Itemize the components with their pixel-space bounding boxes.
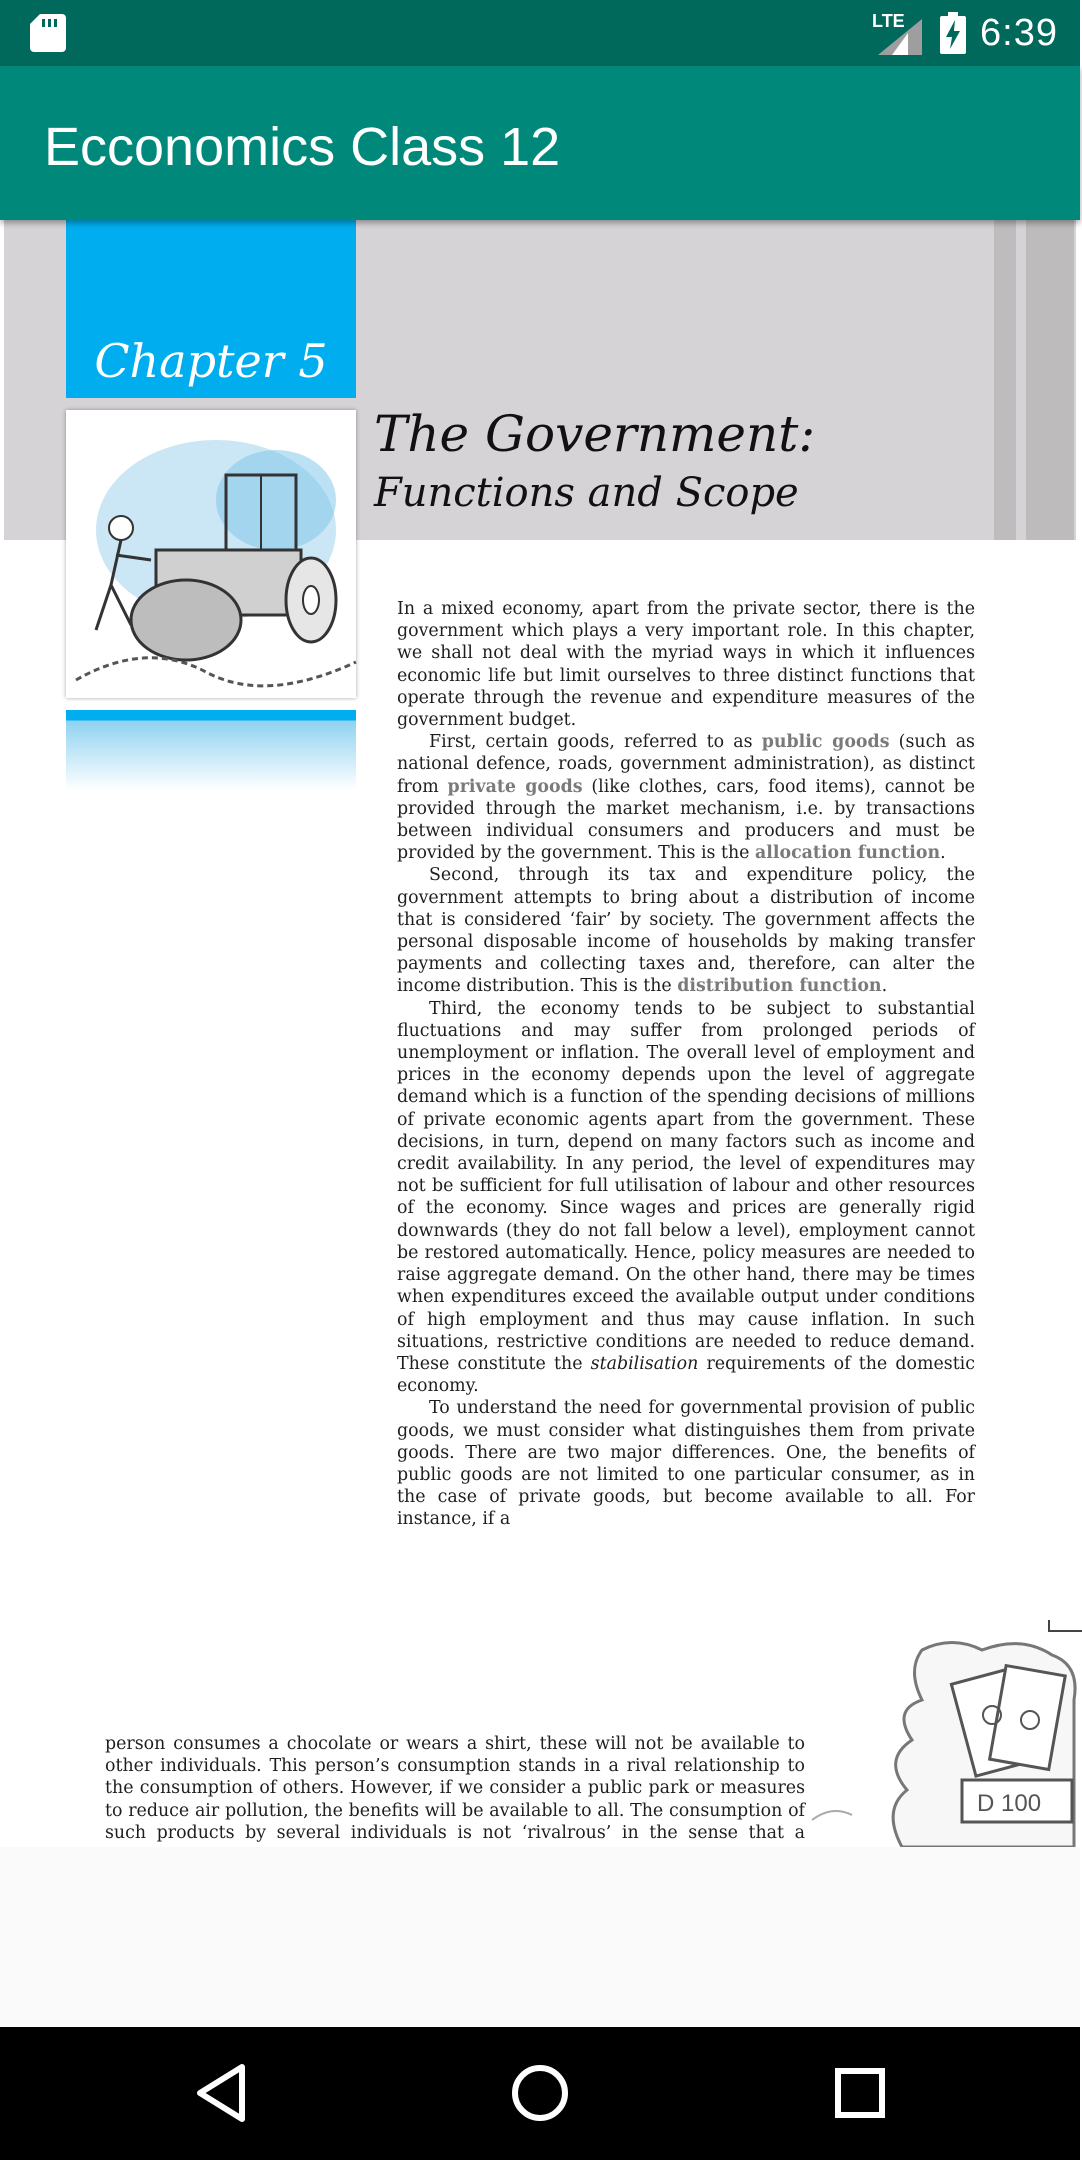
blank-area: [0, 1847, 1080, 2027]
navigation-bar: [0, 2027, 1080, 2160]
paragraph: Second, through its tax and expenditure policy, the government attempts to bring about a distribution of income that is considered ‘fair’ by society. The government affects the personal disposable income of households by making transfer payments and collecting taxes and, therefore, can alter the income distribution. This is the distribution function.: [397, 865, 975, 997]
clock: 6:39: [980, 11, 1058, 54]
chapter-label-box: [66, 220, 356, 398]
recents-icon[interactable]: [824, 2057, 896, 2129]
chapter-title: The Government:: [374, 405, 816, 463]
paragraph: In a mixed economy, apart from the private sector, there is the government which plays a very important role. In this chapter, we shall not deal with the myriad ways in which it influences economic life but limit ourselves to three distinct functions that operate through the revenue and expenditure measures of the government budget.: [397, 599, 975, 731]
home-icon[interactable]: [504, 2057, 576, 2129]
road-roller-illustration: [66, 410, 356, 698]
signal-icon: [870, 11, 926, 55]
keyword-allocation-function: allocation function: [754, 843, 941, 864]
keyword-public-goods: public goods: [761, 732, 890, 753]
paragraph: To understand the need for governmental provision of public goods, we must consider what distinguishes them from private goods. There are two major differences. One, the benefits of public goods are not limited to one particular consumer, as in the case of private goods, but become available to all. For instance, if a: [397, 1398, 975, 1530]
cartoon-note-label: D 100: [977, 1790, 1042, 1817]
chapter-body-text: [397, 598, 975, 1531]
app-title: Ecconomics Class 12: [44, 117, 561, 177]
chapter-label: Chapter 5: [94, 334, 328, 388]
decorative-band: [66, 710, 356, 790]
paragraph: Third, the economy tends to be subject to substantial fluctuations and may suffer from prolonged periods of unemployment or inflation. The overall level of employment and prices in the economy depends upon the level of aggregate demand which is a function of the spending decisions of millions of private economic agents apart from the government. These decisions, in turn, depend on many factors such as income and credit availability. In any period, the level of expenditures may not be sufficient for full utilisation of labour and other resources of the economy. Since wages and prices are generally rigid downwards (they do not fall below a level), employment cannot be restored automatically. Hence, policy measures are needed to raise aggregate demand. On the other hand, there may be times when expenditures exceed the available output under conditions of high employment and thus may cause inflation. In such situations, restrictive conditions are needed to reduce demand. These constitute the stabilisation requirements of the domestic economy.: [397, 998, 975, 1397]
header-stripe: [1026, 220, 1074, 540]
battery-charging-icon: [940, 12, 966, 54]
emphasis-stabilisation: stabilisation: [590, 1353, 699, 1374]
chapter-subtitle: Functions and Scope: [374, 470, 799, 516]
app-bar: [0, 66, 1080, 220]
keyword-private-goods: private goods: [447, 776, 583, 797]
status-bar: [0, 0, 1080, 66]
money-cartoon-illustration: [812, 1630, 1080, 1847]
paragraph: First, certain goods, referred to as public goods (such as national defence, roads, government administration), as distinct from private goods (like clothes, cars, food items), cannot be provided through the market mechanism, i.e. by transactions between individual consumers and producers and must be provided by the government. This is the allocation function.: [397, 732, 976, 864]
header-stripe: [994, 220, 1016, 540]
page-footer-text: person consumes a chocolate or wears a shirt, these will not be available to other individuals. This person’s consumption stands in a rival relationship to the consumption of others. However, if we consider a public park or measures to reduce air pollution, the benefits will be available to all. The consumption of such products by several individuals is not ‘rivalrous’ in the sense that a: [105, 1734, 805, 1843]
keyword-distribution-function: distribution function: [677, 976, 882, 997]
book-page[interactable]: [0, 220, 1080, 1847]
network-type-label: LTE: [872, 11, 905, 31]
back-icon[interactable]: [186, 2057, 258, 2129]
sd-card-icon: [30, 14, 66, 52]
